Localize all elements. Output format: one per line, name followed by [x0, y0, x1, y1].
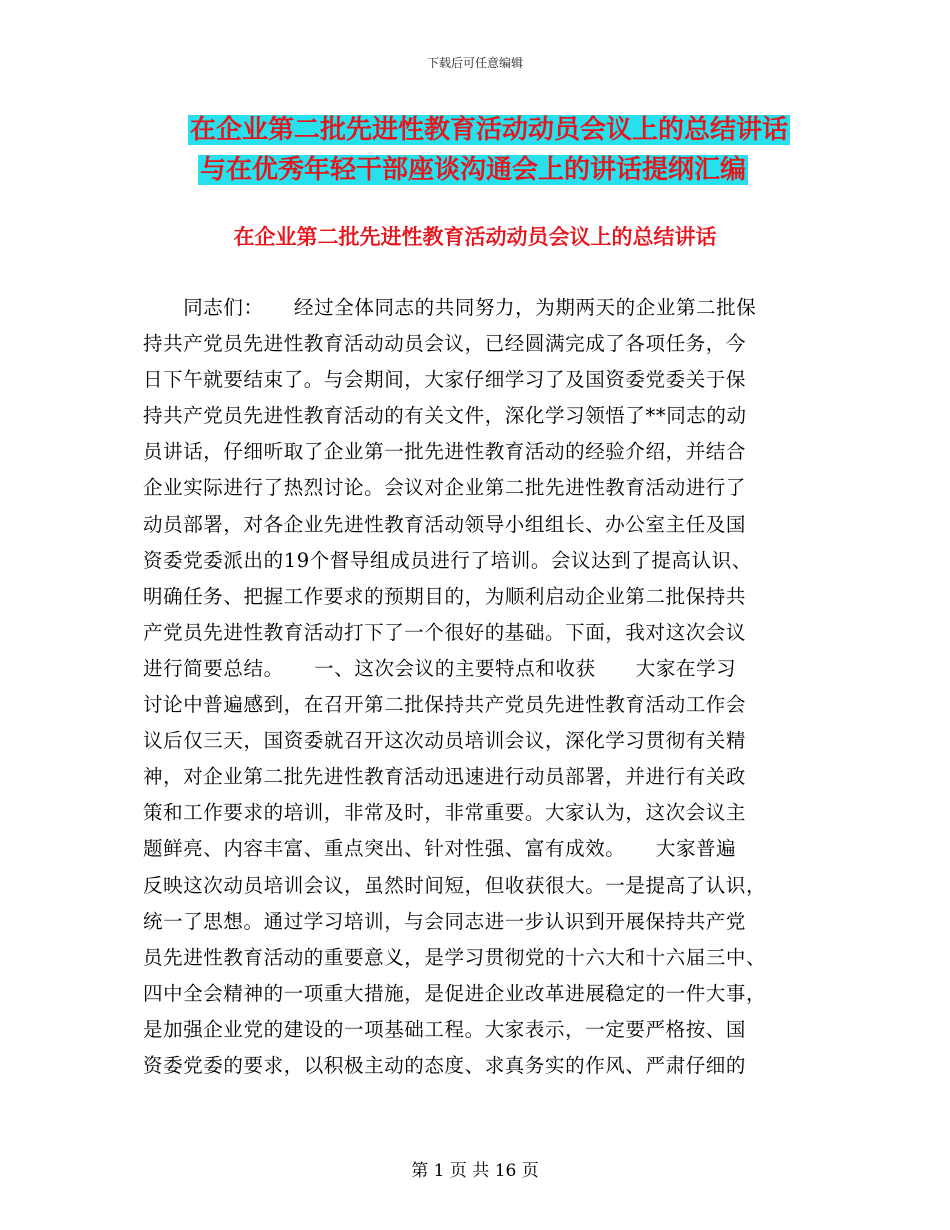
body-line: 题鲜亮、内容丰富、重点突出、针对性强、富有成效。 大家普遍	[143, 837, 737, 861]
body-line: 持共产党员先进性教育活动的有关文件，深化学习领悟了**同志的动	[143, 404, 747, 428]
body-line: 统一了思想。通过学习培训，与会同志进一步认识到开展保持共产党	[143, 909, 747, 933]
body-line: 反映这次动员培训会议，虽然时间短，但收获很大。一是提高了认识，	[143, 873, 767, 897]
body-line: 同志们： 经过全体同志的共同努力，为期两天的企业第二批保	[143, 296, 757, 319]
document-title-line-1: 在企业第二批先进性教育活动动员会议上的总结讲话	[190, 115, 789, 145]
body-line: 明确任务、把握工作要求的预期目的，为顺利启动企业第二批保持共	[143, 584, 747, 608]
document-title-line-2: 与在优秀年轻干部座谈沟通会上的讲话提纲汇编	[200, 155, 747, 185]
body-line: 员讲话，仔细听取了企业第一批先进性教育活动的经验介绍，并结合	[143, 440, 747, 464]
body-line: 是加强企业党的建设的一项基础工程。大家表示，一定要严格按、国	[143, 1017, 747, 1041]
page-footer: 第 1 页 共 16 页	[411, 1161, 539, 1181]
body-text	[143, 290, 803, 1084]
body-line: 议后仅三天，国资委就召开这次动员培训会议，深化学习贯彻有关精	[143, 729, 747, 753]
body-line: 神，对企业第二批先进性教育活动迅速进行动员部署，并进行有关政	[143, 765, 747, 789]
body-line: 进行简要总结。 一、这次会议的主要特点和收获 大家在学习	[143, 656, 737, 680]
body-line: 企业实际进行了热烈讨论。会议对企业第二批先进性教育活动进行了	[143, 476, 747, 500]
body-line: 产党员先进性教育活动打下了一个很好的基础。下面，我对这次会议	[143, 620, 747, 644]
section-title: 在企业第二批先进性教育活动动员会议上的总结讲话	[233, 225, 717, 249]
body-line: 资委党委的要求，以积极主动的态度、求真务实的作风、严肃仔细的	[143, 1053, 747, 1077]
body-line: 持共产党员先进性教育活动动员会议，已经圆满完成了各项任务，今	[143, 332, 747, 356]
body-line: 资委党委派出的19个督导组成员进行了培训。会议达到了提高认识、	[143, 548, 752, 572]
body-line: 员先进性教育活动的重要意义，是学习贯彻党的十六大和十六届三中、	[143, 945, 767, 969]
body-line: 策和工作要求的培训，非常及时，非常重要。大家认为，这次会议主	[143, 801, 747, 825]
document-title	[188, 110, 828, 190]
header-note: 下载后可任意编辑	[426, 56, 523, 70]
body-line: 四中全会精神的一项重大措施，是促进企业改革进展稳定的一件大事，	[143, 981, 767, 1005]
body-line: 讨论中普遍感到，在召开第二批保持共产党员先进性教育活动工作会	[143, 693, 747, 717]
body-line: 动员部署，对各企业先进性教育活动领导小组组长、办公室主任及国	[143, 512, 747, 536]
body-line: 日下午就要结束了。与会期间，大家仔细学习了及国资委党委关于保	[143, 368, 747, 392]
